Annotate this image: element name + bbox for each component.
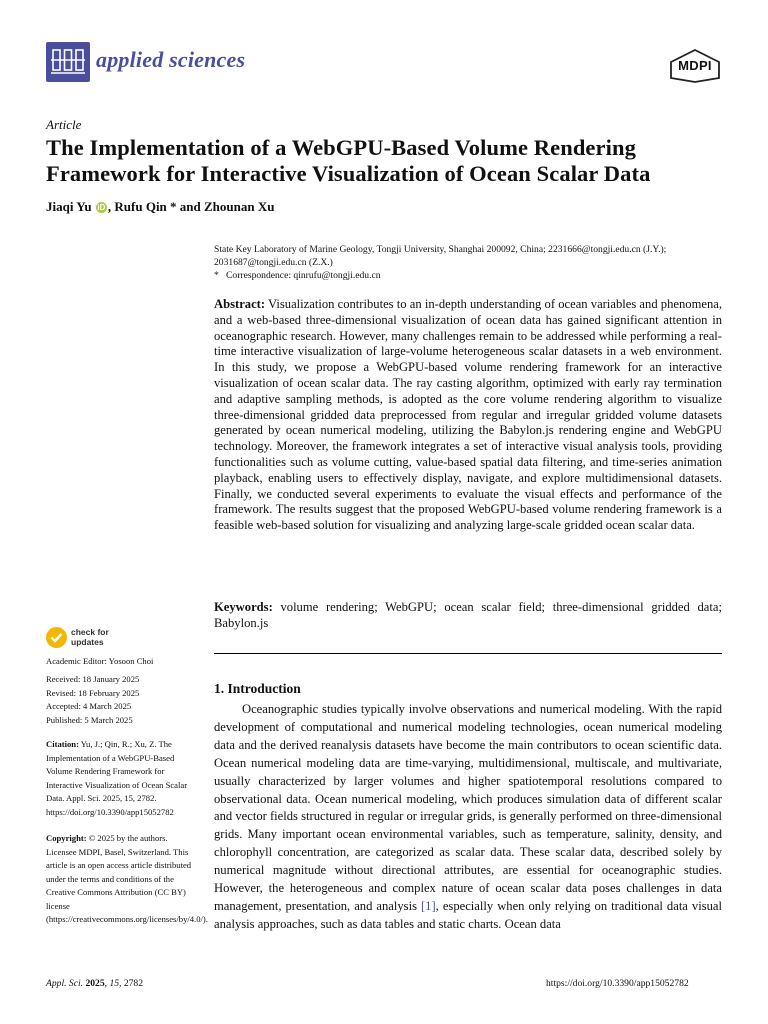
footer-citation: Appl. Sci. 2025, 15, 2782 [46, 978, 144, 989]
academic-editor: Academic Editor: Yosoon Choi [46, 656, 154, 666]
mdpi-logo-text: MDPI [678, 58, 712, 73]
affiliation-block [214, 243, 729, 282]
footer-volume: 15 [109, 978, 120, 989]
copyright-block [46, 832, 208, 927]
footer-journal: Appl. Sci. [46, 978, 84, 989]
citation-label: Citation: [46, 739, 79, 749]
abstract [214, 297, 722, 534]
journal-name[interactable]: applied sciences [96, 47, 246, 72]
article-type: Article [46, 117, 82, 132]
journal-logo-icon [46, 42, 90, 82]
orcid-icon[interactable]: iD [97, 203, 106, 212]
copyright-text: © 2025 by the authors. Licensee MDPI, Basel, Switzerland. This article is an open access article distributed under the terms and conditions of the Creative Commons Attribution (CC BY) license (https://creativecommons.org/licenses/by/4.0/). [46, 833, 208, 924]
author-name[interactable]: Jiaqi Yu [46, 199, 92, 214]
reference-link[interactable]: [1] [420, 898, 436, 913]
keywords [214, 600, 722, 632]
check-updates-line2: updates [71, 636, 104, 647]
correspondence: * Correspondence: qinrufu@tongji.edu.cn [214, 270, 381, 281]
revised-date: Revised: 18 February 2025 [46, 687, 140, 698]
received-date: Received: 18 January 2025 [46, 674, 140, 684]
published-date: Published: 5 March 2025 [46, 714, 133, 725]
abstract-label: Abstract: [214, 297, 266, 311]
footer-year: 2025 [85, 978, 105, 989]
article-title: The Implementation of a WebGPU-Based Volume Rendering Framework for Interactive Visualization of Ocean Scalar Data [46, 135, 651, 186]
dates-block [46, 673, 196, 727]
check-updates-icon [46, 627, 67, 648]
section-heading: 1. Introduction [214, 681, 301, 696]
affiliation: State Key Laboratory of Marine Geology, Tongji University, Shanghai 200092, China; 2231666@tongji.edu.cn (J.Y.); 2031687@tongji.edu.cn (Z.X.) [214, 244, 667, 268]
accepted-date: Accepted: 4 March 2025 [46, 701, 132, 711]
author-names[interactable]: , Rufu Qin * and Zhounan Xu [107, 199, 275, 214]
check-updates-line1: check for [71, 627, 109, 637]
citation-text: Yu, J.; Qin, R.; Xu, Z. The Implementation of a WebGPU-Based Volume Rendering Framework for Interactive Visualization of Ocean Scalar Data. Appl. Sci. 2025, 15, 2782. https://doi.org/10.3390/app15052782 [46, 739, 188, 817]
citation-block [46, 738, 196, 819]
abstract-text: Visualization contributes to an in-depth understanding of ocean variables and phenomena, and a web-based three-dimensional visualization of ocean data has gained significant attention in oceanographic research. However, many challenges remain to be addressed while performing a real-time interactive visualization of large-volume heterogeneous scalar datasets in a web environment. In this study, we propose a WebGPU-based volume rendering framework for an interactive visualization of ocean scalar data. The ray casting algorithm, optimized with early ray termination and adaptive sampling methods, is adopted as the core volume rendering algorithm to visualize three-dimensional gridded data preprocessed from regular and irregular gridded volume datasets generated by ocean numerical modeling, utilizing the Babylon.js rendering engine and WebGPU technology. Moreover, the framework integrates a set of interactive visual analysis tools, providing functionalities such as volume cutting, value-based spatial data filtering, and time-series animation playback, enabling users to effectively display, navigate, and explore multidimensional datasets. Finally, we conducted several experiments to evaluate the visual effects and performance of the framework. The results suggest that the proposed WebGPU-based volume rendering framework is a feasible web-based solution for visualizing and analyzing large-scale gridded ocean scalar data. [214, 297, 722, 533]
introduction-text [214, 701, 722, 934]
authors [46, 199, 274, 215]
footer-article-number: , 2782 [119, 978, 144, 989]
intro-part-1: Oceanographic studies typically involve observations and numerical modeling. With the rapid development of computational and numerical modeling technologies, ocean numerical modeling data and the derived reanalysis datasets have become the main contributors to ocean scientific data. Ocean numerical modeling data are time-varying, multidimensional, multiscale, and multivariate, usually characterized by larger volumes and higher spatiotemporal resolutions compared to observational data. Ocean numerical modeling, which produces simulation data of different scalar and vector fields structured in regular or irregular grids, is generally performed on three-dimensional grids. Many important ocean environmental variables, such as temperature, salinity, density, and chlorophyll concentration, are categorized as scalar data. These scalar data, described solely by numerical magnitude without directional attributes, are essential for oceanographic studies. However, the heterogeneous and complex nature of ocean scalar data poses challenges in data management, presentation, and analysis [214, 702, 722, 913]
check-updates-label [71, 628, 109, 647]
copyright-label: Copyright: [46, 833, 87, 843]
divider [214, 653, 722, 654]
keywords-label: Keywords: [214, 600, 273, 614]
mdpi-logo[interactable] [667, 48, 723, 84]
footer-doi-link[interactable]: https://doi.org/10.3390/app15052782 [546, 978, 689, 989]
keywords-text: volume rendering; WebGPU; ocean scalar field; three-dimensional gridded data; Babylon.js [214, 600, 722, 630]
intro-part-2: , especially when only relying on traditional data visual analysis approaches, such as data tables and static charts. Ocean data [214, 898, 722, 931]
